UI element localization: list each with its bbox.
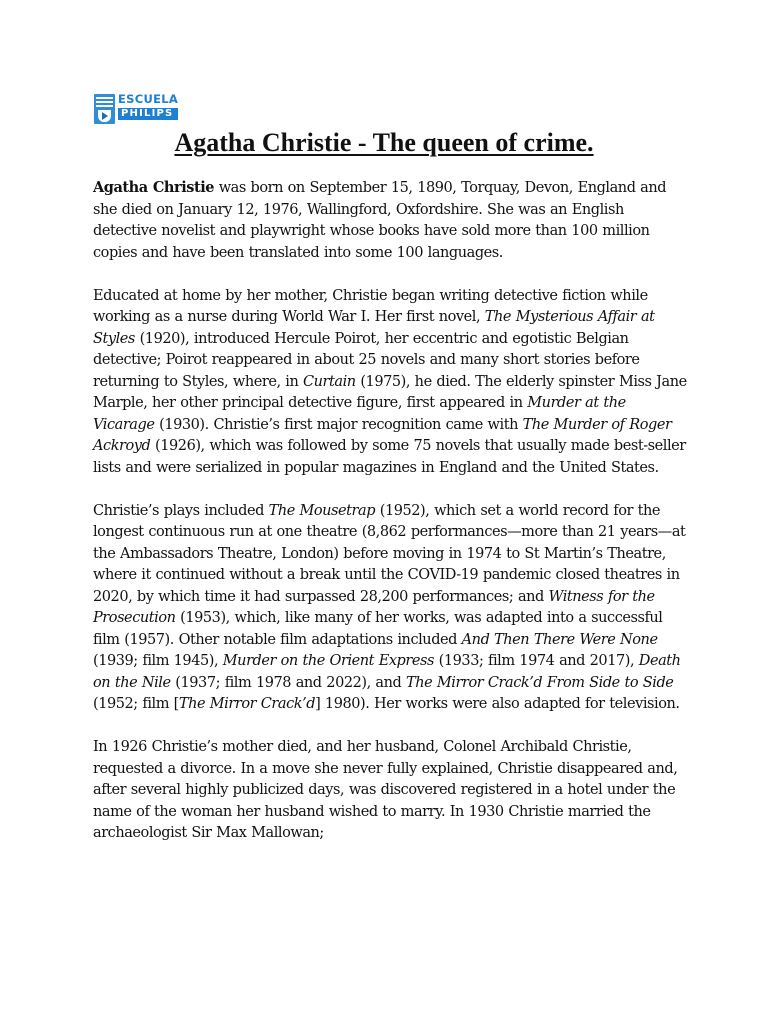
text-run: (1937; film 1978 and 2022), and	[170, 674, 406, 691]
italic-title: And Then There Were None	[461, 631, 658, 648]
paragraph-4	[93, 737, 689, 845]
italic-title: Curtain	[303, 373, 356, 390]
paragraph-2	[93, 286, 689, 480]
italic-title: The Mirror Crack’d From Side to Side	[406, 674, 674, 691]
italic-title: Witness for the Prosecution	[93, 588, 655, 626]
italic-title: The Mysterious Affair at Styles	[93, 309, 655, 347]
bold-name: Agatha Christie	[93, 179, 215, 196]
text-run: (1939; film 1945),	[93, 653, 223, 669]
logo-wordmark	[118, 94, 178, 120]
text-run: Christie’s plays included	[93, 502, 269, 519]
paragraph-3	[93, 501, 689, 716]
logo-emblem-icon	[94, 94, 115, 124]
document-title: Agatha Christie - The queen of crime.	[174, 128, 594, 157]
document-body	[93, 177, 689, 866]
school-logo	[94, 94, 178, 124]
logo-bottom-text: PHILIPS	[118, 108, 178, 120]
italic-title: Murder at the Vicarage	[93, 395, 626, 433]
paragraph-1	[93, 177, 689, 264]
italic-title: The Mousetrap	[268, 502, 376, 519]
text-run: (1930). Christie’s first major recognition came with	[154, 416, 523, 433]
italic-title: Death on the Nile	[93, 653, 681, 691]
text-run: In 1926 Christie’s mother died, and her husband, Colonel Archibald Christie, requested a divorce. In a move she never fully explained, Christie disappeared and, after several highly publicized days, was discovered registered in a hotel under the name of the woman her husband wished to marry. In 1930 Christie married the archaeologist Sir Max Mallowan;	[93, 739, 678, 841]
italic-title: The Murder of Roger Ackroyd	[93, 416, 672, 454]
text-run: Educated at home by her mother, Christie began writing detective fiction while working as a nurse during World War I. Her first novel,	[93, 287, 648, 325]
text-run: ] 1980). Her works were also adapted for television.	[315, 696, 680, 712]
italic-title: Murder on the Orient Express	[222, 653, 434, 669]
italic-title: The Mirror Crack’d	[178, 696, 316, 712]
text-run: (1953), which, like many of her works, was adapted into a successful film (1957). Other notable film adaptations included	[93, 610, 663, 648]
text-run: (1926), which was followed by some 75 novels that usually made best-seller lists and were serialized in popular magazines in England and the United States.	[93, 438, 686, 476]
text-run: (1975), he died. The elderly spinster Miss Jane Marple, her other principal detective figure, first appeared in	[93, 373, 687, 411]
logo-top-text: ESCUELA	[118, 92, 179, 106]
text-run: (1952; film [	[93, 696, 179, 712]
text-run: (1952), which set a world record for the longest continuous run at one theatre (8,862 performances—more than 21 years—at the Ambassadors Theatre, London) before moving in 1974 to St Martin’s Theatre, where it continued without a break until the COVID-19 pandemic closed theatres in 2020, by which time it had surpassed 28,200 performances; and	[93, 502, 686, 605]
text-run: (1933; film 1974 and 2017),	[434, 653, 639, 669]
text-run: (1920), introduced Hercule Poirot, her eccentric and egotistic Belgian detective; Poirot reappeared in about 25 novels and many short stories before returning to Styles, where, in	[93, 330, 640, 390]
text-run: was born on September 15, 1890, Torquay, Devon, England and she died on January 12, 1976, Wallingford, Oxfordshire. She was an English detective novelist and playwright whose books have sold more than 100 million copies and have been translated into some 100 languages.	[93, 180, 667, 261]
